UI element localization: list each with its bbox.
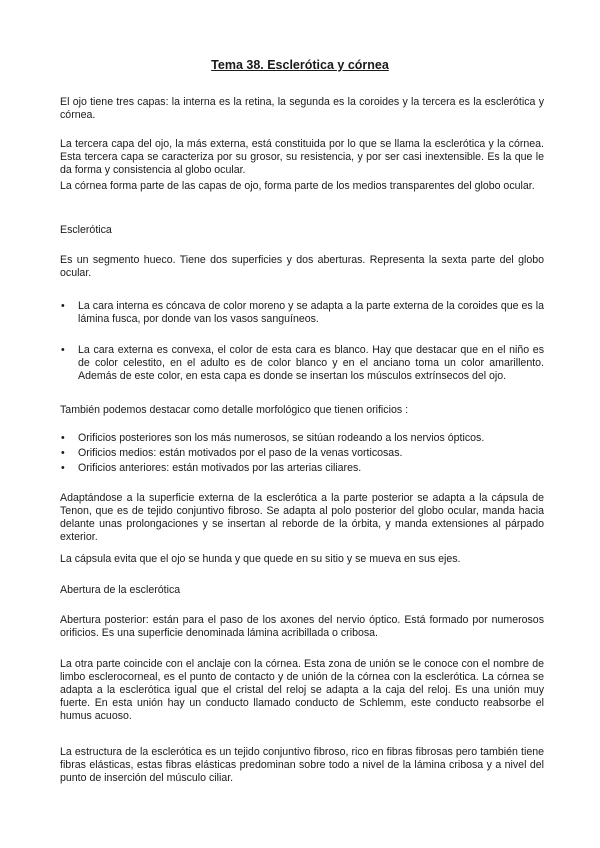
cornea-paragraph: La córnea forma parte de las capas de ojo, forma parte de los medios transparentes del globo ocular. bbox=[60, 180, 535, 192]
abertura-posterior-paragraph: Abertura posterior: están para el paso de los axones del nervio óptico. Está formado por numerosos orificios. Es una superficie denominada lámina acribillada o cribosa. bbox=[60, 614, 544, 639]
caras-list bbox=[60, 300, 544, 383]
bullet-icon: • bbox=[61, 462, 65, 474]
bullet-icon: • bbox=[61, 344, 65, 356]
orificios-list bbox=[60, 432, 544, 475]
otra-parte-paragraph: La otra parte coincide con el anclaje con la córnea. Esta zona de unión se le conoce con el nombre de limbo esclerocorneal, es el punto de contacto y de unión de la córnea con la esclerótica. La córnea se adapta a la esclerótica igual que el cristal del reloj se adapta a la caja del reloj. Es una unión muy fuerte. En esta unión hay un conducto llamado conducto de Schlemm, este conducto reabsorbe el humus acuoso. bbox=[60, 658, 544, 722]
list-item bbox=[60, 432, 544, 445]
adaptandose-paragraph: Adaptándose a la superficie externa de la esclerótica a la parte posterior se adapta a la cápsula de Tenon, que es de tejido conjuntivo fibroso. Se adapta al polo posterior del globo ocular, manda hacia delante unas prolongaciones y se insertan al reborde de la órbita, y manda extensiones al párpado exterior. bbox=[60, 492, 544, 543]
list-item-text: La cara interna es cóncava de color moreno y se adapta a la parte externa de la coroides que es la lámina fusca, por donde van los vasos sanguíneos. bbox=[78, 300, 544, 325]
bullet-icon: • bbox=[61, 447, 65, 459]
tercera-capa-paragraph: La tercera capa del ojo, la más externa, está constituida por lo que se llama la esclerótica y la córnea. Esta tercera capa se caracteriza por su grosor, su resistencia, y por ser casi inextensible. Es la que le da forma y consistencia al globo ocular. bbox=[60, 138, 544, 176]
orificios-intro-paragraph: También podemos destacar como detalle morfológico que tienen orificios : bbox=[60, 404, 409, 416]
list-item bbox=[60, 300, 544, 326]
page-title: Tema 38. Esclerótica y córnea bbox=[211, 58, 389, 72]
esclerotica-heading: Esclerótica bbox=[60, 224, 112, 236]
bullet-icon: • bbox=[61, 432, 65, 444]
list-item bbox=[60, 462, 544, 475]
bullet-icon: • bbox=[61, 300, 65, 312]
list-item bbox=[60, 344, 544, 383]
abertura-heading: Abertura de la esclerótica bbox=[60, 584, 181, 596]
list-item-text: La cara externa es convexa, el color de esta cara es blanco. Hay que destacar que en el niño es de color celestito, en el adulto es de color blanco y en el anciano toma un color amarillento. Además de este color, en esta capa es donde se insertan los músculos extrínsecos del ojo. bbox=[78, 344, 544, 382]
intro-paragraph: El ojo tiene tres capas: la interna es la retina, la segunda es la coroides y la tercera es la esclerótica y córnea. bbox=[60, 96, 544, 121]
list-item bbox=[60, 447, 544, 460]
capsula-paragraph: La cápsula evita que el ojo se hunda y que quede en su sitio y se mueva en sus ejes. bbox=[60, 553, 461, 565]
list-item-text: Orificios anteriores: están motivados por las arterias ciliares. bbox=[78, 462, 362, 474]
list-item-text: Orificios posteriores son los más numerosos, se sitúan rodeando a los nervios ópticos. bbox=[78, 432, 485, 444]
list-item-text: Orificios medios: están motivados por el paso de la venas vorticosas. bbox=[78, 447, 403, 459]
estructura-paragraph: La estructura de la esclerótica es un tejido conjuntivo fibroso, rico en fibras fibrosas pero también tiene fibras elásticas, estas fibras elásticas predominan sobre todo a nivel de la lámina cribosa y a nivel del punto de inserción del músculo ciliar. bbox=[60, 746, 544, 784]
segmento-paragraph: Es un segmento hueco. Tiene dos superficies y dos aberturas. Representa la sexta parte del globo ocular. bbox=[60, 254, 544, 279]
